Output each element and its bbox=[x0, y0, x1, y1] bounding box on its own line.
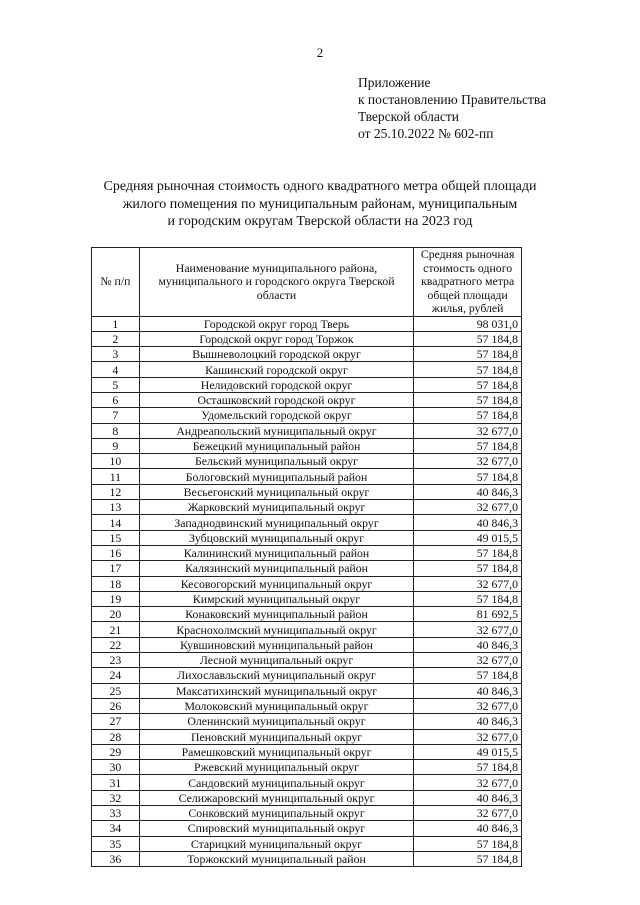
table-row bbox=[92, 729, 522, 744]
appendix-line-4: от 25.10.2022 № 602-пп bbox=[358, 126, 494, 141]
table-row bbox=[92, 454, 522, 469]
row-number: 15 bbox=[92, 530, 140, 545]
table-row bbox=[92, 591, 522, 606]
price-value: 32 677,0 bbox=[414, 454, 522, 469]
price-value: 57 184,8 bbox=[414, 836, 522, 851]
table-row bbox=[92, 530, 522, 545]
table-row bbox=[92, 607, 522, 622]
row-number: 21 bbox=[92, 622, 140, 637]
price-table bbox=[91, 247, 522, 867]
price-value: 32 677,0 bbox=[414, 698, 522, 713]
municipality-name: Лихославльский муниципальный округ bbox=[139, 668, 414, 683]
municipality-name: Максатихинский муниципальный округ bbox=[139, 683, 414, 698]
header-name: Наименование муниципального района, муниципального и городского округа Тверской области bbox=[139, 248, 414, 317]
row-number: 12 bbox=[92, 484, 140, 499]
municipality-name: Сонковский муниципальный округ bbox=[139, 806, 414, 821]
table-row bbox=[92, 698, 522, 713]
table-row bbox=[92, 744, 522, 759]
row-number: 28 bbox=[92, 729, 140, 744]
municipality-name: Городской округ город Торжок bbox=[139, 331, 414, 346]
table-row bbox=[92, 683, 522, 698]
table-row bbox=[92, 836, 522, 851]
municipality-name: Бельский муниципальный округ bbox=[139, 454, 414, 469]
row-number: 18 bbox=[92, 576, 140, 591]
municipality-name: Торжокский муниципальный район bbox=[139, 851, 414, 866]
table-row bbox=[92, 653, 522, 668]
price-value: 57 184,8 bbox=[414, 408, 522, 423]
table-row bbox=[92, 392, 522, 407]
price-value: 40 846,3 bbox=[414, 683, 522, 698]
table-header-row bbox=[92, 248, 522, 317]
row-number: 26 bbox=[92, 698, 140, 713]
table-row bbox=[92, 500, 522, 515]
price-value: 57 184,8 bbox=[414, 347, 522, 362]
row-number: 4 bbox=[92, 362, 140, 377]
document-title bbox=[90, 178, 550, 231]
municipality-name: Западнодвинский муниципальный округ bbox=[139, 515, 414, 530]
price-value: 49 015,5 bbox=[414, 530, 522, 545]
row-number: 31 bbox=[92, 775, 140, 790]
price-value: 32 677,0 bbox=[414, 576, 522, 591]
appendix-line-2: к постановлению Правительства bbox=[358, 92, 547, 107]
price-value: 57 184,8 bbox=[414, 561, 522, 576]
row-number: 33 bbox=[92, 806, 140, 821]
price-value: 40 846,3 bbox=[414, 821, 522, 836]
table-row bbox=[92, 821, 522, 836]
table-row bbox=[92, 775, 522, 790]
header-value: Средняя рыночная стоимость одного квадратного метра общей площади жилья, рублей bbox=[414, 248, 522, 317]
municipality-name: Сандовский муниципальный округ bbox=[139, 775, 414, 790]
appendix-line-3: Тверской области bbox=[358, 109, 459, 124]
price-value: 32 677,0 bbox=[414, 775, 522, 790]
row-number: 17 bbox=[92, 561, 140, 576]
row-number: 13 bbox=[92, 500, 140, 515]
table-row bbox=[92, 362, 522, 377]
municipality-name: Зубцовский муниципальный округ bbox=[139, 530, 414, 545]
table-row bbox=[92, 714, 522, 729]
price-value: 57 184,8 bbox=[414, 392, 522, 407]
municipality-name: Кашинский городской округ bbox=[139, 362, 414, 377]
table-row bbox=[92, 347, 522, 362]
appendix-line-1: Приложение bbox=[358, 75, 431, 90]
price-value: 32 677,0 bbox=[414, 500, 522, 515]
header-num: № п/п bbox=[92, 248, 140, 317]
table-row bbox=[92, 377, 522, 392]
title-line-3: и городским округам Тверской области на 2023 год bbox=[167, 214, 473, 229]
row-number: 22 bbox=[92, 637, 140, 652]
title-line-1: Средняя рыночная стоимость одного квадратного метра общей площади bbox=[103, 179, 537, 194]
municipality-name: Нелидовский городской округ bbox=[139, 377, 414, 392]
municipality-name: Ржевский муниципальный округ bbox=[139, 760, 414, 775]
row-number: 35 bbox=[92, 836, 140, 851]
municipality-name: Вышневолоцкий городской округ bbox=[139, 347, 414, 362]
table-row bbox=[92, 515, 522, 530]
price-value: 40 846,3 bbox=[414, 637, 522, 652]
municipality-name: Калининский муниципальный район bbox=[139, 545, 414, 560]
municipality-name: Кимрский муниципальный округ bbox=[139, 591, 414, 606]
row-number: 10 bbox=[92, 454, 140, 469]
municipality-name: Кувшиновский муниципальный район bbox=[139, 637, 414, 652]
title-line-2: жилого помещения по муниципальным районам, муниципальным bbox=[122, 196, 518, 212]
row-number: 19 bbox=[92, 591, 140, 606]
municipality-name: Кесовогорский муниципальный округ bbox=[139, 576, 414, 591]
row-number: 1 bbox=[92, 316, 140, 331]
table-row bbox=[92, 561, 522, 576]
price-value: 32 677,0 bbox=[414, 729, 522, 744]
table-row bbox=[92, 316, 522, 331]
price-value: 81 692,5 bbox=[414, 607, 522, 622]
municipality-name: Удомельский городской округ bbox=[139, 408, 414, 423]
price-value: 57 184,8 bbox=[414, 331, 522, 346]
price-value: 49 015,5 bbox=[414, 744, 522, 759]
municipality-name: Конаковский муниципальный район bbox=[139, 607, 414, 622]
municipality-name: Жарковский муниципальный округ bbox=[139, 500, 414, 515]
table-row bbox=[92, 668, 522, 683]
row-number: 7 bbox=[92, 408, 140, 423]
price-value: 32 677,0 bbox=[414, 622, 522, 637]
table-row bbox=[92, 760, 522, 775]
row-number: 14 bbox=[92, 515, 140, 530]
table-row bbox=[92, 484, 522, 499]
municipality-name: Бологовский муниципальный район bbox=[139, 469, 414, 484]
row-number: 34 bbox=[92, 821, 140, 836]
row-number: 23 bbox=[92, 653, 140, 668]
price-value: 57 184,8 bbox=[414, 760, 522, 775]
municipality-name: Спировский муниципальный округ bbox=[139, 821, 414, 836]
table-row bbox=[92, 408, 522, 423]
row-number: 30 bbox=[92, 760, 140, 775]
price-value: 57 184,8 bbox=[414, 545, 522, 560]
price-value: 98 031,0 bbox=[414, 316, 522, 331]
table-row bbox=[92, 790, 522, 805]
municipality-name: Оленинский муниципальный округ bbox=[139, 714, 414, 729]
price-value: 32 677,0 bbox=[414, 423, 522, 438]
row-number: 20 bbox=[92, 607, 140, 622]
appendix-block bbox=[358, 74, 546, 142]
price-value: 57 184,8 bbox=[414, 362, 522, 377]
table-row bbox=[92, 469, 522, 484]
municipality-name: Рамешковский муниципальный округ bbox=[139, 744, 414, 759]
municipality-name: Городской округ город Тверь bbox=[139, 316, 414, 331]
municipality-name: Андреапольский муниципальный округ bbox=[139, 423, 414, 438]
row-number: 32 bbox=[92, 790, 140, 805]
row-number: 16 bbox=[92, 545, 140, 560]
table-row bbox=[92, 806, 522, 821]
page-number: 2 bbox=[316, 45, 324, 60]
table-row bbox=[92, 423, 522, 438]
municipality-name: Молоковский муниципальный округ bbox=[139, 698, 414, 713]
municipality-name: Осташковский городской округ bbox=[139, 392, 414, 407]
table-row bbox=[92, 576, 522, 591]
row-number: 29 bbox=[92, 744, 140, 759]
row-number: 6 bbox=[92, 392, 140, 407]
table-row bbox=[92, 622, 522, 637]
row-number: 5 bbox=[92, 377, 140, 392]
row-number: 2 bbox=[92, 331, 140, 346]
table-body bbox=[92, 316, 522, 867]
municipality-name: Краснохолмский муниципальный округ bbox=[139, 622, 414, 637]
price-value: 32 677,0 bbox=[414, 653, 522, 668]
table-row bbox=[92, 851, 522, 866]
price-value: 57 184,8 bbox=[414, 438, 522, 453]
table-row bbox=[92, 637, 522, 652]
table-row bbox=[92, 438, 522, 453]
municipality-name: Лесной муниципальный округ bbox=[139, 653, 414, 668]
municipality-name: Бежецкий муниципальный район bbox=[139, 438, 414, 453]
price-value: 57 184,8 bbox=[414, 377, 522, 392]
municipality-name: Калязинский муниципальный район bbox=[139, 561, 414, 576]
price-value: 40 846,3 bbox=[414, 714, 522, 729]
row-number: 11 bbox=[92, 469, 140, 484]
row-number: 24 bbox=[92, 668, 140, 683]
municipality-name: Весьегонский муниципальный округ bbox=[139, 484, 414, 499]
price-value: 40 846,3 bbox=[414, 484, 522, 499]
municipality-name: Старицкий муниципальный округ bbox=[139, 836, 414, 851]
price-value: 57 184,8 bbox=[414, 851, 522, 866]
price-value: 57 184,8 bbox=[414, 469, 522, 484]
table-row bbox=[92, 331, 522, 346]
table-row bbox=[92, 545, 522, 560]
price-value: 40 846,3 bbox=[414, 515, 522, 530]
row-number: 25 bbox=[92, 683, 140, 698]
price-value: 32 677,0 bbox=[414, 806, 522, 821]
row-number: 36 bbox=[92, 851, 140, 866]
row-number: 8 bbox=[92, 423, 140, 438]
municipality-name: Селижаровский муниципальный округ bbox=[139, 790, 414, 805]
price-value: 57 184,8 bbox=[414, 591, 522, 606]
row-number: 9 bbox=[92, 438, 140, 453]
row-number: 27 bbox=[92, 714, 140, 729]
price-value: 57 184,8 bbox=[414, 668, 522, 683]
municipality-name: Пеновский муниципальный округ bbox=[139, 729, 414, 744]
price-value: 40 846,3 bbox=[414, 790, 522, 805]
row-number: 3 bbox=[92, 347, 140, 362]
